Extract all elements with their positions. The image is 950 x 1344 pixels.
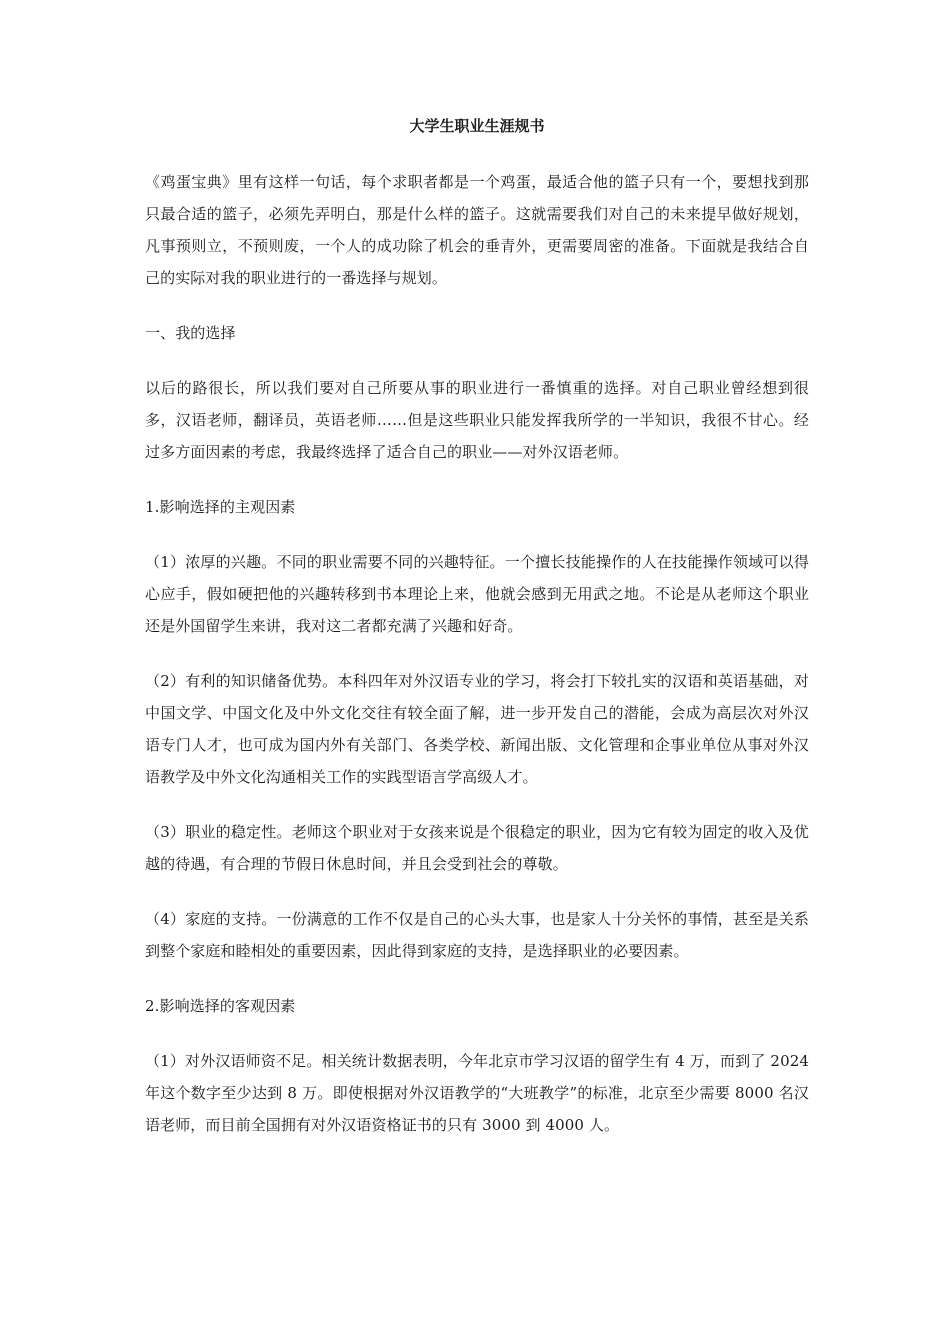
- section-heading-choice: 一、我的选择: [145, 324, 236, 342]
- subheading-objective-factors: 2.影响选择的客观因素: [145, 997, 296, 1015]
- factor-stability-paragraph: （3）职业的稳定性。老师这个职业对于女孩来说是个很稳定的职业，因为它有较为固定的收入及优越的待遇，有合理的节假日休息时间，并且会受到社会的尊敬。: [145, 823, 809, 873]
- subheading-subjective-factors: 1.影响选择的主观因素: [145, 498, 296, 516]
- factor-knowledge-paragraph: （2）有利的知识储备优势。本科四年对外汉语专业的学习，将会打下较扎实的汉语和英语基础，对中国文学、中国文化及中外文化交往有较全面了解，进一步开发自己的潜能，会成为高层次对外汉语专门人才，也可成为国内外有关部门、各类学校、新闻出版、文化管理和企事业单位从事对外汉语教学及中外文化沟通相关工作的实践型语言学高级人才。: [145, 672, 809, 786]
- factor-family-paragraph: （4）家庭的支持。一份满意的工作不仅是自己的心头大事，也是家人十分关怀的事情，甚至是关系到整个家庭和睦相处的重要因素，因此得到家庭的支持，是选择职业的必要因素。: [145, 910, 809, 960]
- document-title: 大学生职业生涯规书: [409, 117, 545, 135]
- intro-paragraph: 《鸡蛋宝典》里有这样一句话，每个求职者都是一个鸡蛋，最适合他的篮子只有一个，要想找到那只最合适的篮子，必须先弄明白，那是什么样的篮子。这就需要我们对自己的未来提早做好规划，凡事预则立，不预则废，一个人的成功除了机会的垂青外，更需要周密的准备。下面就是我结合自己的实际对我的职业进行的一番选择与规划。: [145, 173, 809, 287]
- document-page: [145, 0, 809, 1141]
- factor-interest-paragraph: （1）浓厚的兴趣。不同的职业需要不同的兴趣特征。一个擅长技能操作的人在技能操作领域可以得心应手，假如硬把他的兴趣转移到书本理论上来，他就会感到无用武之地。不论是从老师这个职业还是外国留学生来讲，我对这二者都充满了兴趣和好奇。: [145, 553, 809, 635]
- choice-paragraph: 以后的路很长，所以我们要对自己所要从事的职业进行一番慎重的选择。对自己职业曾经想到很多，汉语老师，翻译员，英语老师……但是这些职业只能发挥我所学的一半知识，我很不甘心。经过多方面因素的考虑，我最终选择了适合自己的职业——对外汉语老师。: [145, 379, 809, 461]
- factor-teacher-shortage-paragraph: （1）对外汉语师资不足。相关统计数据表明，今年北京市学习汉语的留学生有 4 万，而到了 2024 年这个数字至少达到 8 万。即使根据对外汉语教学的“大班教学”的标准，北京至少需要 8000 名汉语老师，而目前全国拥有对外汉语资格证书的只有 3000 到 4000 人。: [145, 1052, 809, 1134]
